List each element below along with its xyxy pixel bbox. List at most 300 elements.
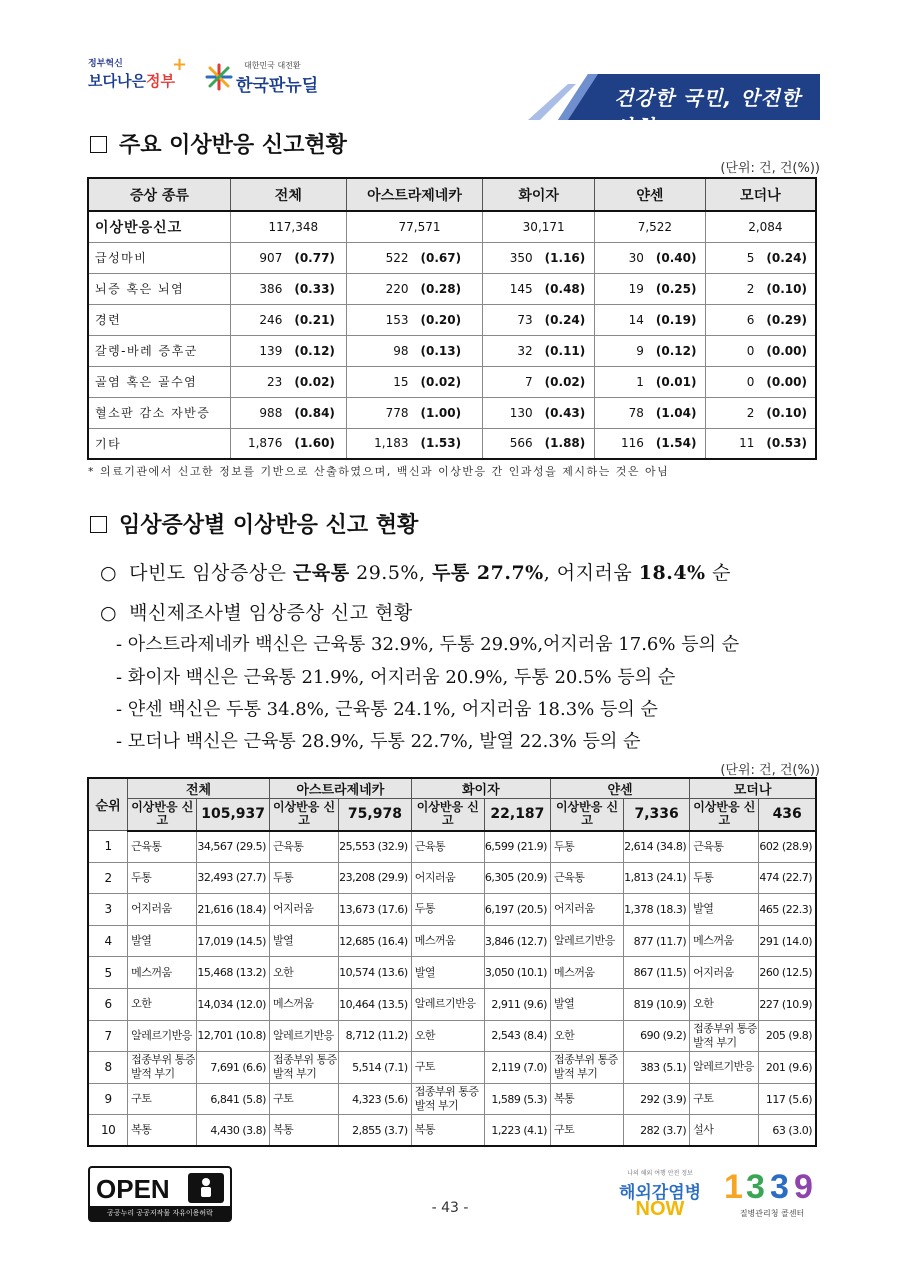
overseas-infection-now-logo bbox=[612, 1168, 708, 1222]
table-header-row bbox=[88, 178, 816, 211]
table-row bbox=[88, 397, 816, 428]
license-person-icon bbox=[188, 1173, 224, 1203]
percent: (0.24) bbox=[766, 250, 807, 265]
percent: (0.53) bbox=[766, 436, 807, 451]
symptom-cell: 두통 bbox=[411, 894, 484, 926]
value-cell bbox=[230, 242, 346, 273]
value-cell: 17,019 (14.5) bbox=[197, 925, 270, 957]
value-cell: 877 (11.7) bbox=[624, 925, 690, 957]
value-cell: 10,464 (13.5) bbox=[339, 988, 412, 1020]
hotline-digit: 3 bbox=[770, 1168, 789, 1206]
value-cell bbox=[230, 304, 346, 335]
sub-item-janssen: - 얀센 백신은 두통 34.8%, 근육통 24.1%, 어지러움 18.3% 등의 순 bbox=[116, 699, 658, 720]
percent: (1.04) bbox=[655, 405, 697, 420]
count: 9 bbox=[636, 343, 644, 358]
value-cell: 6,599 (21.9) bbox=[484, 831, 550, 863]
symptom-cell: 발열 bbox=[269, 925, 338, 957]
count: 73 bbox=[517, 312, 533, 327]
hotline-digit: 9 bbox=[794, 1168, 813, 1206]
rank-cell: 5 bbox=[88, 957, 128, 989]
symptom-ranking-table bbox=[87, 777, 817, 1147]
count: 116 bbox=[620, 436, 644, 451]
logo1-main-b: 정부 bbox=[145, 72, 175, 90]
group-header-moderna: 모더나 bbox=[690, 778, 816, 799]
symptom-cell: 접종부위 통증 발적 부기 bbox=[550, 1052, 623, 1084]
row-label: 갈렝-바레 증후군 bbox=[88, 335, 230, 366]
value-cell bbox=[483, 428, 595, 459]
value-cell: 2,119 (7.0) bbox=[484, 1052, 550, 1084]
percent: (0.48) bbox=[544, 281, 586, 296]
value-cell: 23,208 (29.9) bbox=[339, 862, 412, 894]
count: 98 bbox=[393, 343, 409, 358]
page-number: - 43 - bbox=[431, 1200, 469, 1216]
row-label: 경련 bbox=[88, 304, 230, 335]
value-cell bbox=[705, 397, 816, 428]
percent: (0.02) bbox=[294, 374, 335, 389]
symptom-cell: 복통 bbox=[411, 1115, 484, 1147]
footnote: * 의료기관에서 신고한 정보를 기반으로 산출하였으며, 백신과 이상반응 간 인과성을 제시하는 것은 아님 bbox=[88, 465, 670, 478]
symptom-cell: 메스꺼움 bbox=[690, 925, 759, 957]
symptom-cell: 구토 bbox=[550, 1115, 623, 1147]
value-cell bbox=[705, 273, 816, 304]
percent: (0.43) bbox=[544, 405, 586, 420]
col-header-moderna: 모더나 bbox=[705, 178, 816, 211]
symptom-cell: 구토 bbox=[269, 1083, 338, 1115]
symptom-cell: 설사 bbox=[690, 1115, 759, 1147]
value-cell: 14,034 (12.0) bbox=[197, 988, 270, 1020]
count: 30 bbox=[628, 250, 644, 265]
table-row bbox=[88, 304, 816, 335]
symptom-cell: 근육통 bbox=[550, 862, 623, 894]
value-cell bbox=[230, 335, 346, 366]
rank-cell: 10 bbox=[88, 1115, 128, 1147]
report-label: 이상반응 신고 bbox=[269, 799, 338, 831]
percent: (0.77) bbox=[294, 250, 335, 265]
group-total: 436 bbox=[759, 799, 816, 831]
value-cell bbox=[595, 366, 706, 397]
symptom-cell: 메스꺼움 bbox=[550, 957, 623, 989]
hotline-caption: 질병관리청 콜센터 bbox=[739, 1209, 805, 1218]
count: 139 bbox=[259, 343, 283, 358]
value-cell: 227 (10.9) bbox=[759, 988, 816, 1020]
text-bold: 두통 27.7% bbox=[432, 562, 544, 584]
sub-item-moderna: - 모더나 백신은 근육통 28.9%, 두통 22.7%, 발열 22.3% 등의 순 bbox=[116, 731, 641, 752]
value-cell: 1,223 (4.1) bbox=[484, 1115, 550, 1147]
circle-bullet-icon: ○ bbox=[100, 602, 118, 624]
total-value: 7,522 bbox=[595, 211, 706, 242]
percent: (0.28) bbox=[420, 281, 462, 296]
percent: (1.60) bbox=[294, 436, 335, 451]
symptom-cell: 어지러움 bbox=[411, 862, 484, 894]
symptom-cell: 발열 bbox=[411, 957, 484, 989]
value-cell bbox=[483, 273, 595, 304]
value-cell: 1,813 (24.1) bbox=[624, 862, 690, 894]
group-header-total: 전체 bbox=[128, 778, 270, 799]
col-header-symptom: 증상 종류 bbox=[88, 178, 230, 211]
percent: (0.10) bbox=[766, 281, 807, 296]
count: 15 bbox=[393, 374, 409, 389]
logo2-caption: 대한민국 대전환 bbox=[244, 61, 301, 70]
total-value: 30,171 bbox=[483, 211, 595, 242]
count: 11 bbox=[739, 436, 755, 451]
value-cell: 201 (9.6) bbox=[759, 1052, 816, 1084]
count: 130 bbox=[509, 405, 533, 420]
now-logo-sub: NOW bbox=[635, 1198, 685, 1220]
value-cell bbox=[595, 397, 706, 428]
symptom-cell: 구토 bbox=[690, 1083, 759, 1115]
symptom-cell: 발열 bbox=[690, 894, 759, 926]
value-cell bbox=[483, 242, 595, 273]
value-cell: 867 (11.5) bbox=[624, 957, 690, 989]
symptom-cell: 근육통 bbox=[128, 831, 197, 863]
value-cell: 602 (28.9) bbox=[759, 831, 816, 863]
value-cell bbox=[346, 304, 483, 335]
value-cell: 282 (3.7) bbox=[624, 1115, 690, 1147]
text-part: 순 bbox=[705, 562, 732, 584]
percent: (0.10) bbox=[766, 405, 807, 420]
now-logo-main: 해외감염병 bbox=[618, 1183, 702, 1203]
circle-bullet-icon: ○ bbox=[100, 562, 118, 584]
text-bold: 근육통 bbox=[293, 562, 350, 584]
value-cell bbox=[346, 335, 483, 366]
table-row bbox=[88, 366, 816, 397]
count: 246 bbox=[259, 312, 283, 327]
count: 32 bbox=[517, 343, 533, 358]
bullet-text: 백신제조사별 임상증상 신고 현황 bbox=[129, 602, 413, 624]
value-cell: 15,468 (13.2) bbox=[197, 957, 270, 989]
row-label: 기타 bbox=[88, 428, 230, 459]
new-deal-star-icon bbox=[204, 62, 234, 92]
percent: (0.67) bbox=[420, 250, 462, 265]
total-value: 117,348 bbox=[230, 211, 346, 242]
value-cell: 32,493 (27.7) bbox=[197, 862, 270, 894]
symptom-cell: 알레르기반응 bbox=[411, 988, 484, 1020]
count: 7 bbox=[525, 374, 533, 389]
kogl-open-license-logo bbox=[88, 1166, 232, 1222]
value-cell: 1,589 (5.3) bbox=[484, 1083, 550, 1115]
value-cell bbox=[346, 397, 483, 428]
value-cell: 260 (12.5) bbox=[759, 957, 816, 989]
count: 522 bbox=[385, 250, 409, 265]
report-label: 이상반응 신고 bbox=[550, 799, 623, 831]
count: 153 bbox=[385, 312, 409, 327]
table-row bbox=[88, 335, 816, 366]
value-cell: 2,855 (3.7) bbox=[339, 1115, 412, 1147]
text-part: 29.5%, bbox=[349, 562, 433, 584]
rank-cell: 6 bbox=[88, 988, 128, 1020]
percent: (0.20) bbox=[420, 312, 462, 327]
value-cell: 117 (5.6) bbox=[759, 1083, 816, 1115]
row-label: 급성마비 bbox=[88, 242, 230, 273]
value-cell: 819 (10.9) bbox=[624, 988, 690, 1020]
open-text: OPEN bbox=[96, 1174, 170, 1204]
row-label: 혈소판 감소 자반증 bbox=[88, 397, 230, 428]
count: 220 bbox=[385, 281, 409, 296]
subheader-row bbox=[88, 799, 816, 831]
logo2-main: 한국판뉴딜 bbox=[236, 76, 319, 96]
percent: (0.21) bbox=[294, 312, 335, 327]
count: 1,183 bbox=[374, 436, 409, 451]
symptom-cell: 발열 bbox=[550, 988, 623, 1020]
value-cell bbox=[705, 304, 816, 335]
symptom-cell: 접종부위 통증 발적 부기 bbox=[269, 1052, 338, 1084]
count: 2 bbox=[746, 405, 755, 420]
value-cell bbox=[483, 397, 595, 428]
rank-cell: 8 bbox=[88, 1052, 128, 1084]
symptom-cell: 어지러움 bbox=[550, 894, 623, 926]
hotline-digit: 1 bbox=[724, 1168, 743, 1206]
value-cell: 6,841 (5.8) bbox=[197, 1083, 270, 1115]
table-row bbox=[88, 211, 816, 242]
rank-cell: 1 bbox=[88, 831, 128, 863]
symptom-cell: 오한 bbox=[690, 988, 759, 1020]
col-header-total: 전체 bbox=[230, 178, 346, 211]
symptom-cell: 어지러움 bbox=[269, 894, 338, 926]
section1-unit: (단위: 건, 건(%)) bbox=[720, 161, 820, 176]
value-cell: 205 (9.8) bbox=[759, 1020, 816, 1052]
rank-cell: 2 bbox=[88, 862, 128, 894]
value-cell: 291 (14.0) bbox=[759, 925, 816, 957]
percent: (1.53) bbox=[420, 436, 462, 451]
sub-item-pfizer: - 화이자 백신은 근육통 21.9%, 어지러움 20.9%, 두통 20.5% 등의 순 bbox=[116, 667, 676, 688]
symptom-cell: 접종부위 통증 발적 부기 bbox=[411, 1083, 484, 1115]
value-cell bbox=[705, 366, 816, 397]
row-label: 이상반응신고 bbox=[88, 211, 230, 242]
table-row bbox=[88, 1115, 816, 1147]
count: 1,876 bbox=[247, 436, 283, 451]
symptom-cell: 접종부위 통증 발적 부기 bbox=[690, 1020, 759, 1052]
value-cell: 13,673 (17.6) bbox=[339, 894, 412, 926]
value-cell: 465 (22.3) bbox=[759, 894, 816, 926]
section2-title bbox=[90, 508, 418, 539]
rank-header: 순위 bbox=[88, 778, 128, 831]
value-cell bbox=[230, 366, 346, 397]
count: 988 bbox=[259, 405, 283, 420]
value-cell: 6,305 (20.9) bbox=[484, 862, 550, 894]
count: 1 bbox=[636, 374, 644, 389]
percent: (1.88) bbox=[544, 436, 586, 451]
symptom-cell: 두통 bbox=[269, 862, 338, 894]
symptom-cell: 두통 bbox=[128, 862, 197, 894]
table-row bbox=[88, 1052, 816, 1084]
symptom-cell: 두통 bbox=[690, 862, 759, 894]
percent: (0.11) bbox=[544, 343, 586, 358]
value-cell: 2,911 (9.6) bbox=[484, 988, 550, 1020]
total-value: 77,571 bbox=[346, 211, 483, 242]
value-cell bbox=[346, 366, 483, 397]
table-row bbox=[88, 988, 816, 1020]
symptom-cell: 알레르기반응 bbox=[690, 1052, 759, 1084]
text-part: 다빈도 임상증상은 bbox=[129, 562, 294, 584]
count: 778 bbox=[385, 405, 409, 420]
value-cell: 6,197 (20.5) bbox=[484, 894, 550, 926]
count: 350 bbox=[509, 250, 533, 265]
value-cell: 21,616 (18.4) bbox=[197, 894, 270, 926]
group-total: 75,978 bbox=[339, 799, 412, 831]
table-row bbox=[88, 925, 816, 957]
text-part: , 어지러움 bbox=[543, 562, 639, 584]
count: 78 bbox=[628, 405, 644, 420]
value-cell bbox=[346, 242, 483, 273]
page-header bbox=[88, 52, 818, 139]
table-row bbox=[88, 862, 816, 894]
symptom-cell: 메스꺼움 bbox=[411, 925, 484, 957]
table-row bbox=[88, 957, 816, 989]
col-header-janssen: 얀센 bbox=[595, 178, 706, 211]
row-label: 뇌증 혹은 뇌염 bbox=[88, 273, 230, 304]
value-cell bbox=[483, 304, 595, 335]
percent: (0.02) bbox=[420, 374, 462, 389]
symptom-cell: 오한 bbox=[550, 1020, 623, 1052]
value-cell bbox=[346, 428, 483, 459]
symptom-cell: 알레르기반응 bbox=[269, 1020, 338, 1052]
hotline-1339-logo bbox=[722, 1168, 822, 1222]
slogan-text: 건강한 국민, 안전한 사회 bbox=[614, 86, 802, 139]
value-cell bbox=[705, 242, 816, 273]
value-cell: 34,567 (29.5) bbox=[197, 831, 270, 863]
percent: (0.84) bbox=[294, 405, 335, 420]
symptom-cell: 알레르기반응 bbox=[128, 1020, 197, 1052]
percent: (0.29) bbox=[766, 312, 807, 327]
symptom-cell: 근육통 bbox=[411, 831, 484, 863]
symptom-cell: 접종부위 통증 발적 부기 bbox=[128, 1052, 197, 1084]
open-caption: 공공누리 공공저작물 자유이용허락 bbox=[90, 1206, 230, 1220]
section1-title bbox=[90, 128, 347, 159]
symptom-cell: 두통 bbox=[550, 831, 623, 863]
percent: (0.25) bbox=[655, 281, 697, 296]
report-label: 이상반응 신고 bbox=[411, 799, 484, 831]
value-cell bbox=[595, 273, 706, 304]
value-cell: 4,323 (5.6) bbox=[339, 1083, 412, 1115]
bullet-top-symptoms bbox=[100, 558, 731, 585]
table-row bbox=[88, 894, 816, 926]
symptom-cell: 오한 bbox=[411, 1020, 484, 1052]
table-row bbox=[88, 428, 816, 459]
value-cell: 5,514 (7.1) bbox=[339, 1052, 412, 1084]
value-cell: 12,701 (10.8) bbox=[197, 1020, 270, 1052]
section1-title-text: 주요 이상반응 신고현황 bbox=[119, 133, 347, 158]
table-row bbox=[88, 1083, 816, 1115]
count: 19 bbox=[628, 281, 644, 296]
value-cell: 3,846 (12.7) bbox=[484, 925, 550, 957]
group-header-row bbox=[88, 778, 816, 799]
text-bold: 18.4% bbox=[638, 562, 706, 584]
value-cell bbox=[595, 304, 706, 335]
value-cell: 2,614 (34.8) bbox=[624, 831, 690, 863]
percent: (0.12) bbox=[294, 343, 335, 358]
hotline-digit: 3 bbox=[746, 1168, 765, 1206]
value-cell: 1,378 (18.3) bbox=[624, 894, 690, 926]
value-cell bbox=[230, 428, 346, 459]
count: 5 bbox=[746, 250, 755, 265]
count: 23 bbox=[267, 374, 283, 389]
section2-title-text: 임상증상별 이상반응 신고 현황 bbox=[119, 513, 419, 538]
percent: (0.01) bbox=[655, 374, 697, 389]
value-cell bbox=[705, 428, 816, 459]
value-cell: 383 (5.1) bbox=[624, 1052, 690, 1084]
symptom-cell: 구토 bbox=[411, 1052, 484, 1084]
count: 0 bbox=[746, 343, 755, 358]
value-cell bbox=[483, 366, 595, 397]
count: 145 bbox=[509, 281, 533, 296]
adverse-event-summary-table bbox=[87, 177, 817, 460]
symptom-cell: 어지러움 bbox=[128, 894, 197, 926]
percent: (1.16) bbox=[544, 250, 586, 265]
col-header-astrazeneca: 아스트라제네카 bbox=[346, 178, 483, 211]
table-row bbox=[88, 1020, 816, 1052]
value-cell bbox=[483, 335, 595, 366]
group-total: 22,187 bbox=[484, 799, 550, 831]
table-row bbox=[88, 831, 816, 863]
table-row bbox=[88, 242, 816, 273]
symptom-cell: 메스꺼움 bbox=[128, 957, 197, 989]
symptom-cell: 메스꺼움 bbox=[269, 988, 338, 1020]
symptom-cell: 구토 bbox=[128, 1083, 197, 1115]
korean-new-deal-logo bbox=[204, 60, 334, 100]
percent: (0.13) bbox=[420, 343, 462, 358]
checkbox-icon bbox=[90, 516, 107, 533]
symptom-cell: 복통 bbox=[550, 1083, 623, 1115]
count: 6 bbox=[746, 312, 755, 327]
logo1-caption: 정부혁신 bbox=[88, 59, 123, 69]
group-header-astrazeneca: 아스트라제네카 bbox=[269, 778, 411, 799]
percent: (0.00) bbox=[766, 343, 807, 358]
value-cell: 2,543 (8.4) bbox=[484, 1020, 550, 1052]
rank-cell: 3 bbox=[88, 894, 128, 926]
value-cell bbox=[595, 335, 706, 366]
checkbox-icon bbox=[90, 136, 107, 153]
value-cell bbox=[595, 428, 706, 459]
value-cell bbox=[230, 397, 346, 428]
value-cell: 690 (9.2) bbox=[624, 1020, 690, 1052]
now-logo-caption: 나의 해외 여행 안전 정보 bbox=[627, 1170, 693, 1177]
value-cell: 474 (22.7) bbox=[759, 862, 816, 894]
table-row bbox=[88, 273, 816, 304]
value-cell: 8,712 (11.2) bbox=[339, 1020, 412, 1052]
value-cell: 7,691 (6.6) bbox=[197, 1052, 270, 1084]
value-cell bbox=[595, 242, 706, 273]
value-cell: 3,050 (10.1) bbox=[484, 957, 550, 989]
percent: (1.54) bbox=[655, 436, 697, 451]
col-header-pfizer: 화이자 bbox=[483, 178, 595, 211]
percent: (0.02) bbox=[544, 374, 586, 389]
section2-unit: (단위: 건, 건(%)) bbox=[720, 763, 820, 778]
symptom-cell: 복통 bbox=[128, 1115, 197, 1147]
count: 2 bbox=[746, 281, 755, 296]
rank-cell: 7 bbox=[88, 1020, 128, 1052]
government-innovation-logo bbox=[88, 56, 188, 102]
report-label: 이상반응 신고 bbox=[690, 799, 759, 831]
symptom-cell: 알레르기반응 bbox=[550, 925, 623, 957]
value-cell bbox=[346, 273, 483, 304]
group-total: 7,336 bbox=[624, 799, 690, 831]
rank-cell: 4 bbox=[88, 925, 128, 957]
symptom-cell: 근육통 bbox=[269, 831, 338, 863]
percent: (0.19) bbox=[655, 312, 697, 327]
value-cell: 12,685 (16.4) bbox=[339, 925, 412, 957]
value-cell bbox=[230, 273, 346, 304]
value-cell: 10,574 (13.6) bbox=[339, 957, 412, 989]
slogan-band bbox=[528, 74, 820, 139]
percent: (0.00) bbox=[766, 374, 807, 389]
count: 566 bbox=[509, 436, 533, 451]
value-cell bbox=[705, 335, 816, 366]
symptom-cell: 발열 bbox=[128, 925, 197, 957]
count: 0 bbox=[746, 374, 755, 389]
total-value: 2,084 bbox=[705, 211, 816, 242]
percent: (0.40) bbox=[655, 250, 697, 265]
plus-icon: + bbox=[172, 54, 188, 75]
